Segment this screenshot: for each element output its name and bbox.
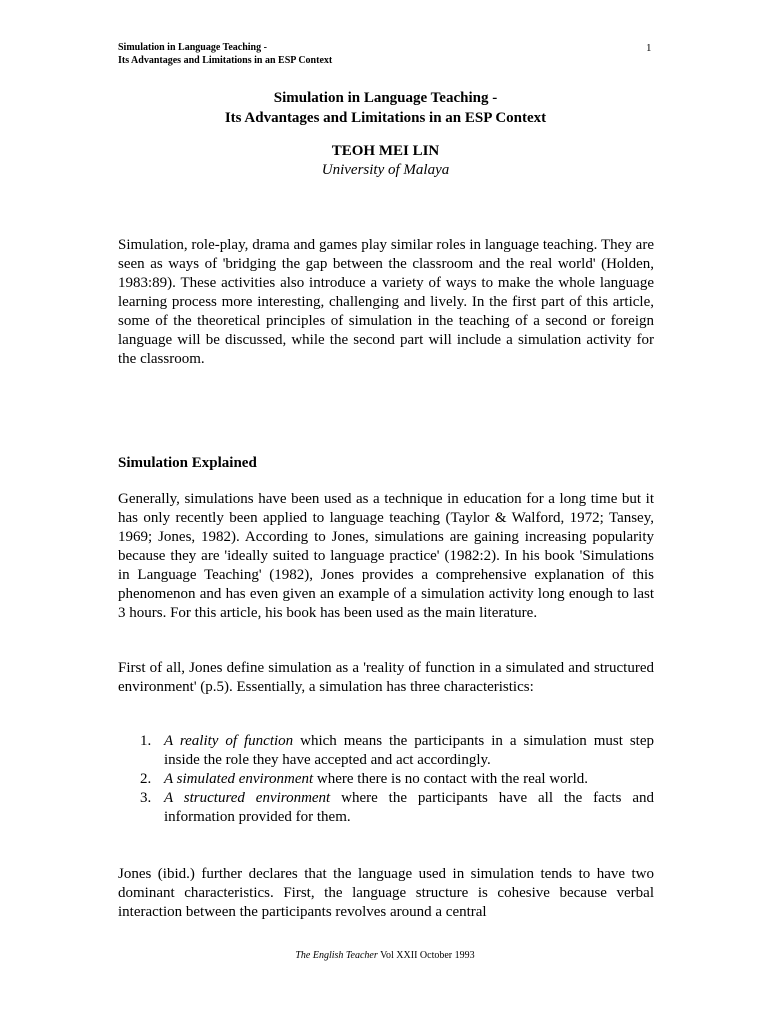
- author-affiliation: University of Malaya: [321, 162, 450, 178]
- list-item-description: which means the participants in a simulation must step inside the role they have accepted and act accordingly.: [164, 733, 654, 768]
- characteristics-list: [118, 732, 654, 827]
- list-item-number: 2.: [140, 771, 152, 787]
- list-item: [118, 732, 654, 770]
- running-head: [118, 41, 332, 67]
- list-item-term: A simulated environment: [164, 771, 314, 787]
- paragraph-2: First of all, Jones define simulation as a 'reality of function in a simulated and structured environment' (p.5). Essentially, a simulation has three characteristics:: [118, 660, 654, 695]
- footer-issue: Vol XXII October 1993: [377, 950, 475, 961]
- footer-journal: The English Teacher: [295, 950, 378, 961]
- list-item-term: A structured environment: [164, 790, 331, 806]
- list-item-number: 1.: [140, 733, 152, 749]
- list-item-description: where there is no contact with the real world.: [313, 771, 589, 787]
- section-heading: Simulation Explained: [118, 455, 257, 471]
- list-item-term: A reality of function: [164, 733, 294, 749]
- page-number: 1: [646, 42, 652, 54]
- list-item: [118, 789, 654, 827]
- intro-paragraph: Simulation, role-play, drama and games play similar roles in language teaching. They are seen as ways of 'bridging the gap between the classroom and the real world' (Holden, 1983:89). These activities also introduce a variety of ways to make the whole language learning process more interesting, challenging and lively. In the first part of this article, some of the theoretical principles of simulation in the teaching of a second or foreign language will be discussed, while the second part will include a simulation activity for the classroom.: [118, 237, 654, 367]
- paragraph-3: Jones (ibid.) further declares that the language used in simulation tends to have two dominant characteristics. First, the language structure is cohesive because verbal interaction between the participants revolves around a central: [118, 866, 654, 920]
- list-item: [118, 770, 654, 789]
- page-footer: [0, 950, 770, 961]
- article-title: [118, 88, 653, 128]
- title-line-1: Simulation in Language Teaching -: [273, 90, 498, 106]
- title-line-2: Its Advantages and Limitations in an ESP Context: [224, 110, 547, 126]
- list-item-description: where the participants have all the facts and information provided for them.: [164, 790, 654, 825]
- running-head-line-1: Simulation in Language Teaching -: [118, 42, 267, 53]
- list-item-number: 3.: [140, 790, 152, 806]
- paragraph-1: Generally, simulations have been used as a technique in education for a long time but it has only recently been applied to language teaching (Taylor & Walford, 1972; Tansey, 1969; Jones, 1982). According to Jones, simulations are gaining increasing popularity because they are 'ideally suited to language practice' (1982:2). In his book 'Simulations in Language Teaching' (1982), Jones provides a comprehensive explanation of this phenomenon and has even given an example of a simulation activity long enough to last 3 hours. For this article, his book has been used as the main literature.: [118, 491, 654, 621]
- author-name: TEOH MEI LIN: [331, 143, 440, 159]
- running-head-line-2: Its Advantages and Limitations in an ESP Context: [118, 55, 333, 66]
